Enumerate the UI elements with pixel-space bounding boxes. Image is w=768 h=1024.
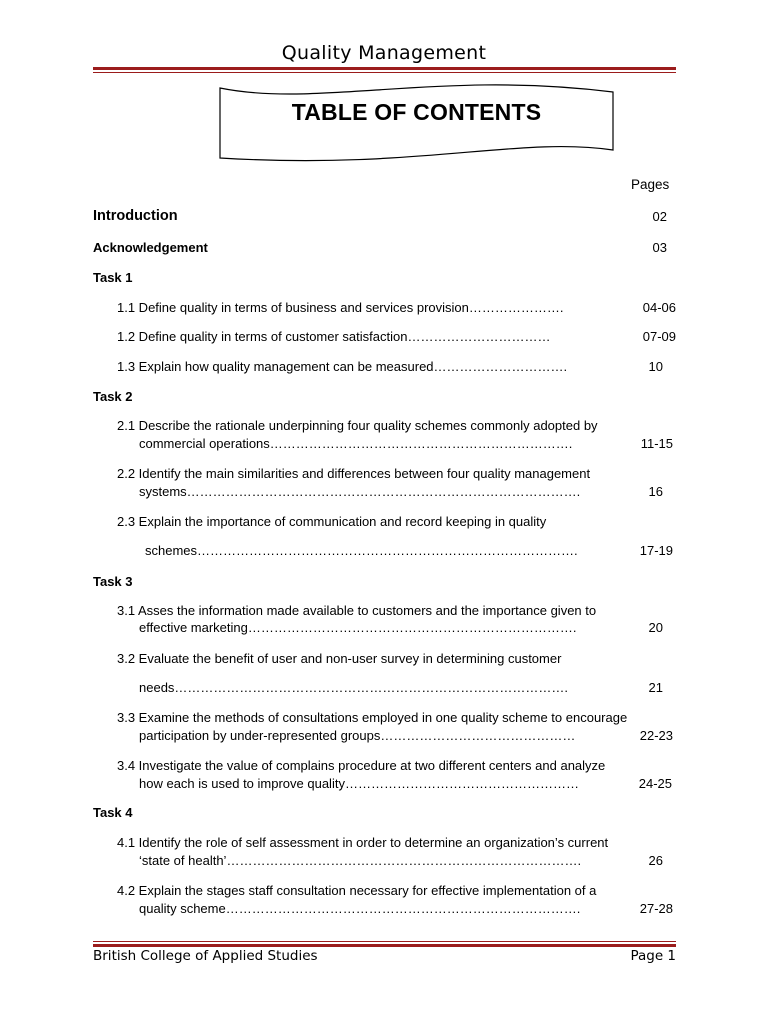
toc-entry-4-2-page: 27-28 [639,901,673,916]
toc-entry-2-1: 2.1 Describe the rationale underpinning four quality schemes commonly adopted by [117,418,598,433]
toc-entry-2-1-page: 11-15 [640,436,673,451]
toc-entry-2-1-cont: commercial operations……………………………………………………………. [139,436,573,451]
toc-acknowledgement: Acknowledgement [93,240,208,255]
toc-entry-4-2-cont: quality scheme………………………………………………………………………. [139,901,581,916]
toc-acknowledgement-page: 03 [652,240,667,255]
toc-entry-2-3-cont: schemes……………………………………………………………………………. [145,543,578,558]
pages-column-label: Pages [631,177,670,192]
toc-task-4: Task 4 [93,805,133,820]
toc-entry-3-1-page: 20 [648,620,663,635]
toc-entry-4-2: 4.2 Explain the stages staff consultation necessary for effective implementation of a [117,883,597,898]
running-header: Quality Management [281,42,487,64]
toc-entry-2-3-page: 17-19 [639,543,673,558]
toc-entry-3-1: 3.1 Asses the information made available to customers and the importance given to [117,603,597,618]
toc-entry-3-4-page: 24-25 [638,776,672,791]
toc-entry-1-3-page: 10 [648,359,663,374]
toc-entry-3-3-page: 22-23 [639,728,673,743]
toc-entry-2-3: 2.3 Explain the importance of communication and record keeping in quality [117,514,547,529]
toc-entry-1-2-page: 07-09 [642,329,676,344]
footer-institution: British College of Applied Studies [93,948,318,964]
toc-entry-2-2: 2.2 Identify the main similarities and differences between four quality management [117,466,591,481]
toc-introduction: Introduction [93,208,178,224]
toc-entry-1-1: 1.1 Define quality in terms of business and services provision…………………. [117,300,564,315]
toc-title: TABLE OF CONTENTS [291,99,542,125]
toc-entry-3-1-cont: effective marketing…………………………………………………………………. [139,620,577,635]
toc-entry-1-1-page: 04-06 [642,300,676,315]
toc-entry-3-2-cont: needs………………………………………………………………………………. [139,680,569,695]
toc-entry-3-3: 3.3 Examine the methods of consultations employed in one quality scheme to encourage [117,710,628,725]
toc-introduction-page: 02 [652,209,667,224]
footer-rule-thin [93,941,676,942]
toc-task-1: Task 1 [93,270,133,285]
toc-entry-1-3: 1.3 Explain how quality management can be measured…………………………. [117,359,568,374]
toc-entry-1-2: 1.2 Define quality in terms of customer satisfaction…………………………… [117,329,551,344]
toc-entry-3-4: 3.4 Investigate the value of complains procedure at two different centers and analyze [117,758,606,773]
header-rule-thick [93,67,676,70]
footer-rule-thick [93,944,676,947]
toc-entry-3-2-page: 21 [648,680,663,695]
footer-page-number: Page 1 [630,948,676,964]
toc-entry-4-1: 4.1 Identify the role of self assessment in order to determine an organization’s current [117,835,609,850]
toc-entry-2-2-cont: systems………………………………………………………………………………. [139,484,581,499]
toc-task-3: Task 3 [93,574,133,589]
toc-entry-3-2: 3.2 Evaluate the benefit of user and non-user survey in determining customer [117,651,562,666]
toc-entry-4-1-page: 26 [648,853,663,868]
toc-task-2: Task 2 [93,389,133,404]
header-rule-thin [93,72,676,73]
toc-entry-4-1-cont: ‘state of health’………………………………………………………………………. [139,853,582,868]
toc-entry-2-2-page: 16 [648,484,663,499]
toc-entry-3-4-cont: how each is used to improve quality……………………………………………… [139,776,579,791]
toc-entry-3-3-cont: participation by under-represented groups……………………………………… [139,728,576,743]
